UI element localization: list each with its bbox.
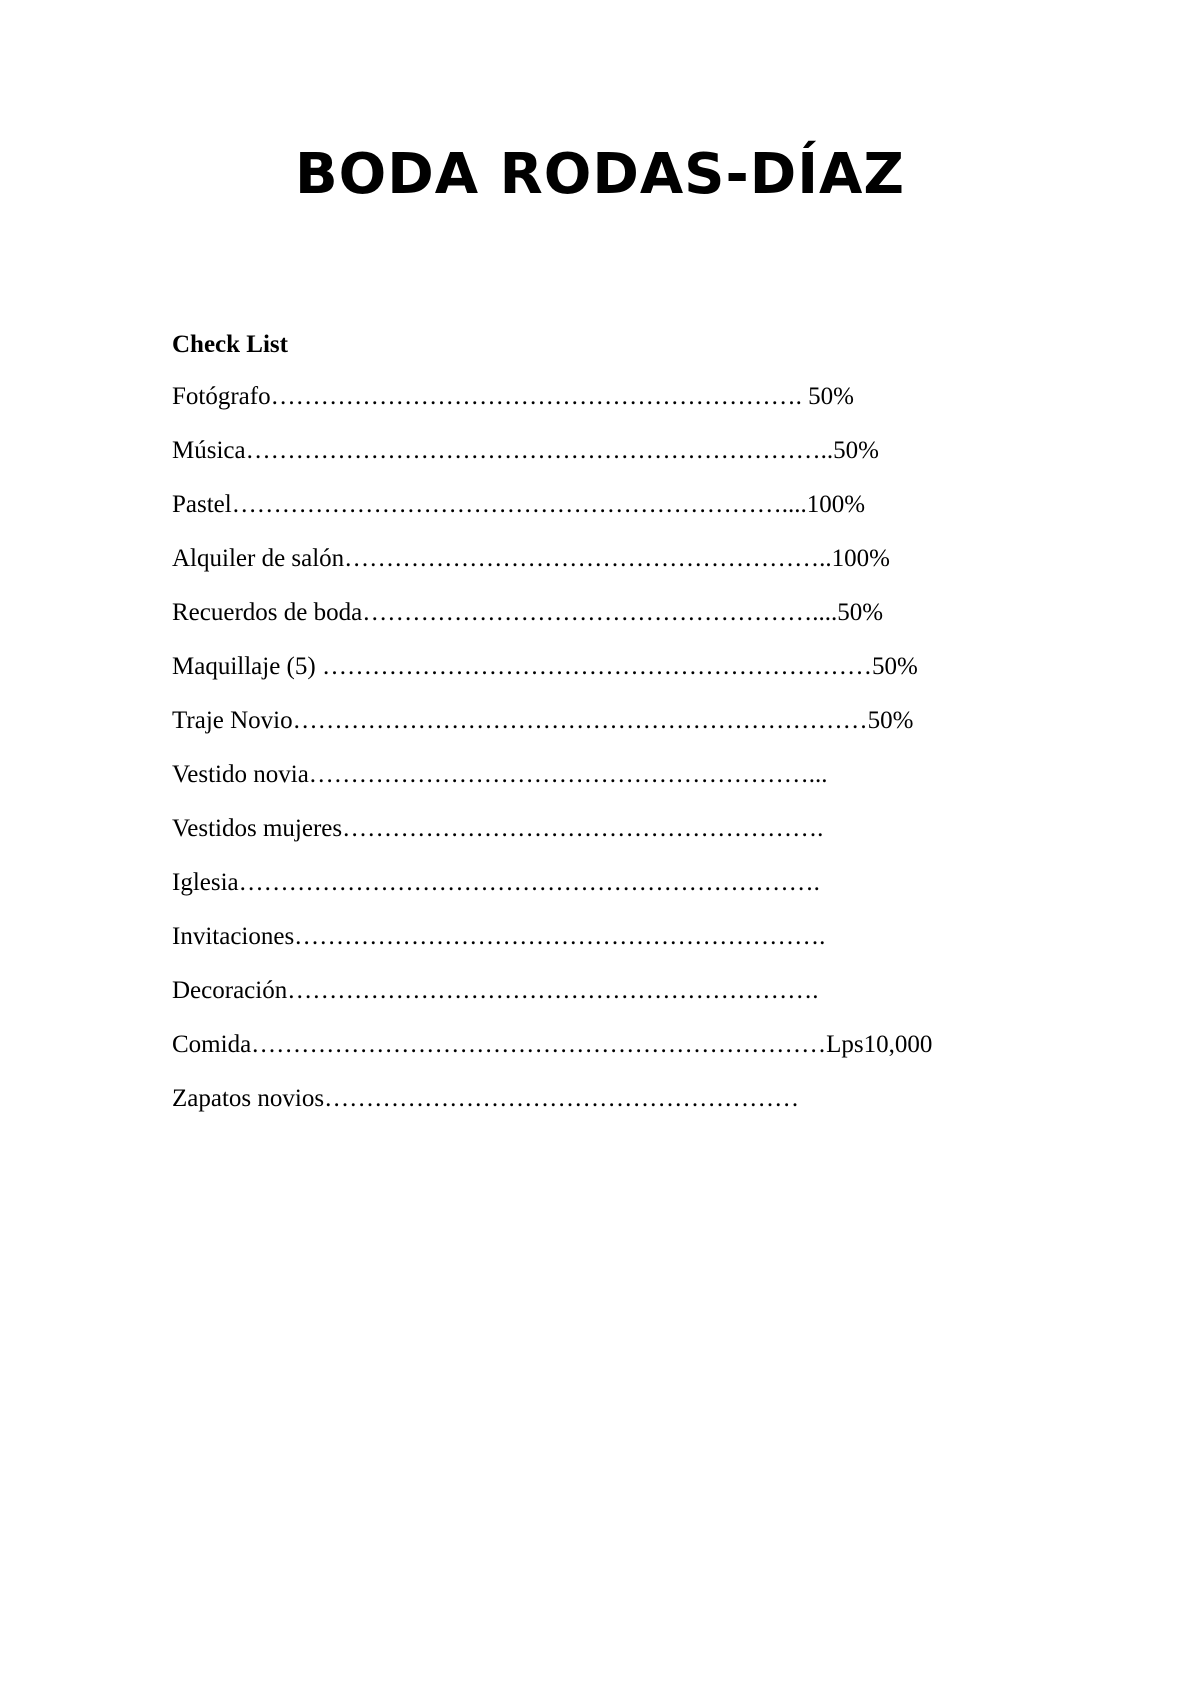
checklist-item-traje-novio: Traje Novio……………………………………………………………50% bbox=[172, 707, 914, 734]
checklist-item-recuerdos-de-boda: Recuerdos de boda………………………………………………....50% bbox=[172, 599, 884, 626]
checklist-item-zapatos-novios: Zapatos novios………………………………………………… bbox=[172, 1085, 800, 1112]
checklist-item-vestido-novia: Vestido novia……………………………………………………... bbox=[172, 761, 828, 788]
checklist-item-vestidos-mujeres: Vestidos mujeres…………………………………………………. bbox=[172, 815, 824, 842]
checklist-item-decoracion: Decoración………………………………………………………. bbox=[172, 977, 819, 1004]
checklist-item-comida: Comida……………………………………………………………Lps10,000 bbox=[172, 1031, 933, 1058]
checklist-item-maquillaje: Maquillaje (5) …………………………………………………………50% bbox=[172, 653, 918, 680]
checklist-item-musica: Música……………………………………………………………..50% bbox=[172, 437, 879, 464]
checklist-item-iglesia: Iglesia……………………………………………………………. bbox=[172, 869, 820, 896]
checklist-item-alquiler-de-salon: Alquiler de salón…………………………………………………..100% bbox=[172, 545, 891, 572]
document-title: BODA RODAS-DÍAZ bbox=[295, 142, 905, 207]
checklist-heading: Check List bbox=[172, 331, 288, 358]
checklist-item-fotografo: Fotógrafo………………………………………………………. 50% bbox=[172, 383, 854, 410]
checklist-item-pastel: Pastel…………………………………………………………....100% bbox=[172, 491, 866, 518]
checklist bbox=[172, 380, 992, 1136]
checklist-item-invitaciones: Invitaciones………………………………………………………. bbox=[172, 923, 826, 950]
